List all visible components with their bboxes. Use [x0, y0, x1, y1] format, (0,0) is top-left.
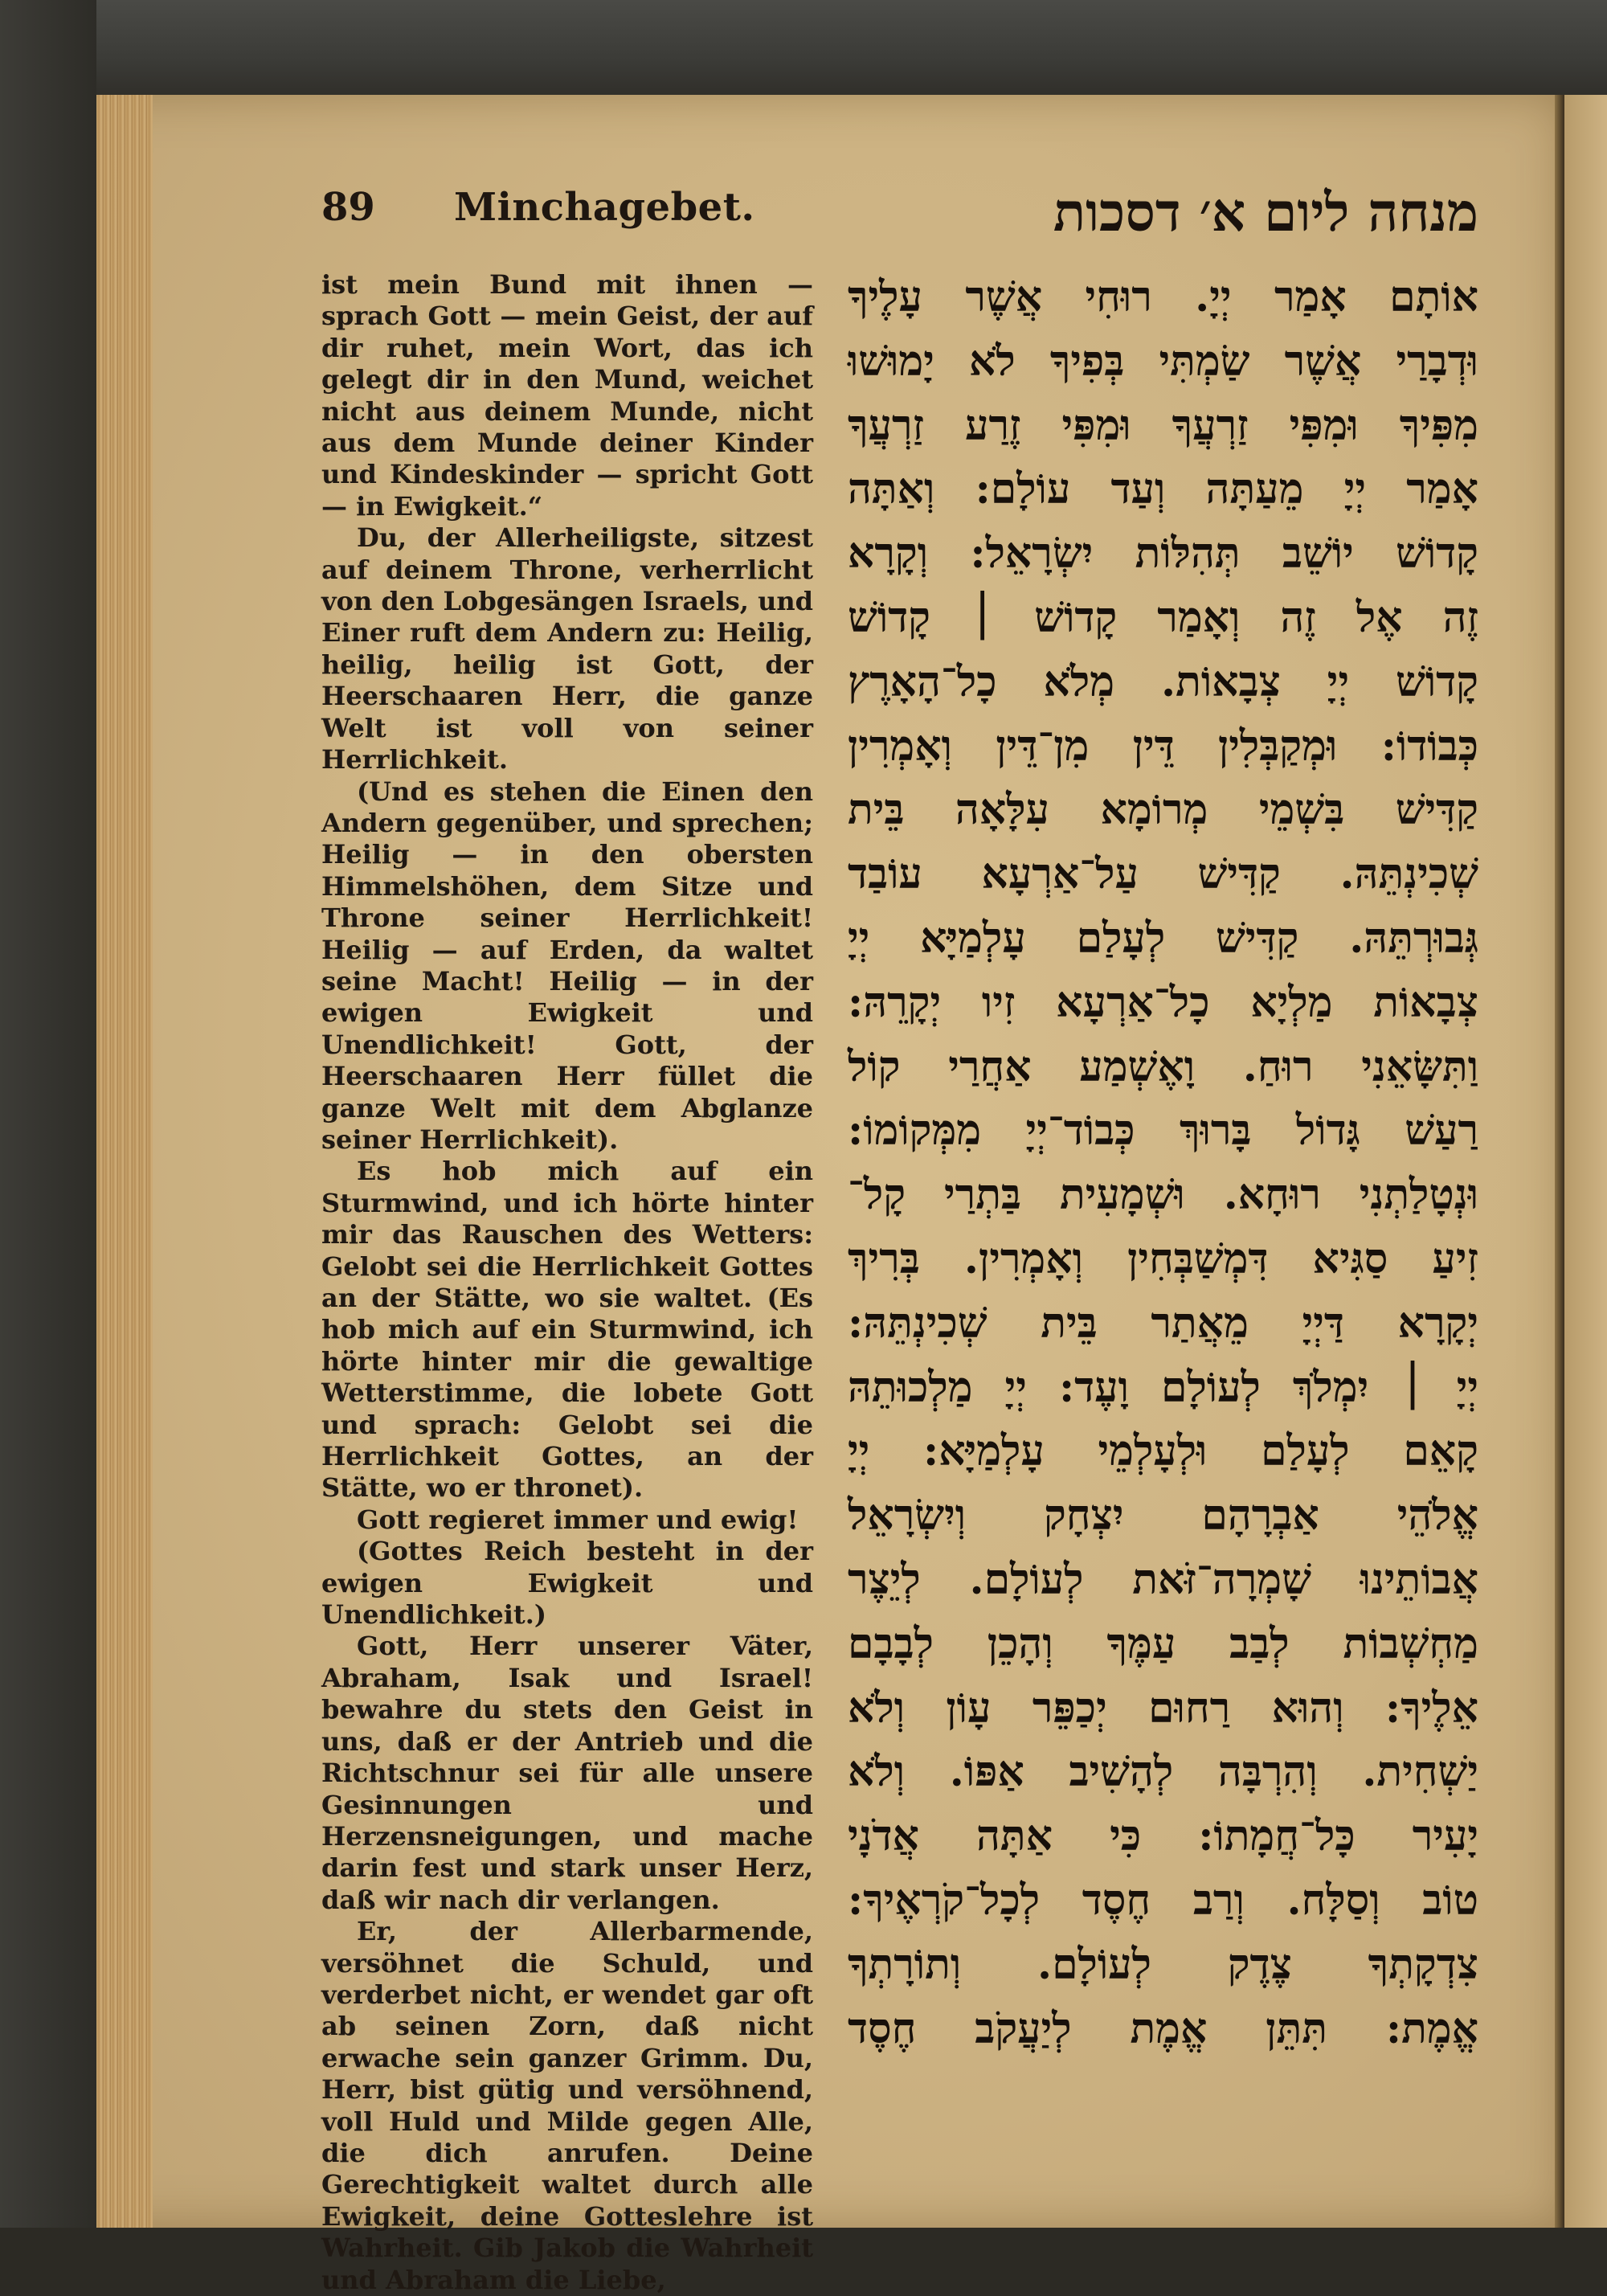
german-translation-column	[321, 269, 813, 2295]
facing-page-edge	[1564, 95, 1607, 2228]
hebrew-line: טוֹב וְסַלָּח. וְרַב חֶסֶד לְכָל־קֹרְאֶיךָ:	[848, 1875, 1478, 1925]
hebrew-line: אֲבוֹתֵינוּ שָׁמְרָה־זֹּאת לְעוֹלָם. לְיֵצֶר	[848, 1554, 1478, 1604]
german-paragraph: ist mein Bund mit ihnen — sprach Gott — mein Geist, der auf dir ruhet, mein Wort, das ich gelegt dir in den Mund, weichet nicht aus deinem Munde, nicht aus dem Munde deiner Kinder und Kindeskinder — spricht Gott — in Ewigkeit.“	[321, 269, 813, 522]
hebrew-line: מִפִּיךָ וּמִפִּי זַרְעֲךָ וּמִפִּי זֶרַע זַרְעֲךָ	[848, 400, 1478, 450]
hebrew-line: מַחְשְׁבוֹת לְבַב עַמֶּךָ וְהָכֵן לְבָבָם	[848, 1619, 1478, 1668]
hebrew-line: אָמַר יְיָ מֵעַתָּה וְעַד עוֹלָם: וְאַתָּה	[848, 465, 1478, 514]
hebrew-line: קַדִּישׁ בִּשְׁמֵי מְרוֹמָא עִלָּאָה בֵּית	[848, 785, 1478, 835]
hebrew-line: אוֹתָם אָמַר יְיָ. רוּחִי אֲשֶׁר עָלֶיךָ	[848, 272, 1478, 321]
hebrew-line: שְׁכִינְתֵּהּ. קַדִּישׁ עַל־אַרְעָא עוֹבַד	[848, 849, 1478, 899]
hebrew-line: יַשְׁחִית. וְהִרְבָּה לְהָשִׁיב אַפּוֹ. וְלֹא	[848, 1747, 1478, 1797]
hebrew-line: רַעַשׁ גָּדוֹל בָּרוּךְ כְּבוֹד־יְיָ מִמְּקוֹמוֹ:	[848, 1106, 1478, 1156]
book-gutter	[1555, 95, 1564, 2228]
hebrew-line: קָדוֹשׁ יוֹשֵׁב תְּהִלּוֹת יִשְׂרָאֵל: וְקָרָא	[848, 529, 1478, 579]
german-paragraph: Du, der Allerheiligste, sitzest auf deinem Throne, verherrlicht von den Lobgesängen Israels, und Einer ruft dem Andern zu: Heilig, heilig, heilig ist Gott, der Heerschaaren Herr, die ganze Welt ist voll von seiner Herrlichkeit.	[321, 522, 813, 776]
german-paragraph: Gott, Herr unserer Väter, Abraham, Isak und Israel! bewahre du stets den Geist in uns, daß er der Antrieb und die Richtschnur sei für alle unsere Gesinnungen und Herzensneigungen, und mache darin fest und stark unser Herz, daß wir nach dir verlangen.	[321, 1631, 813, 1915]
hebrew-line: צִדְקָתְךָ צֶדֶק לְעוֹלָם. וְתוֹרָתְךָ	[848, 1939, 1478, 1989]
hebrew-line: וַתִּשָּׂאֵנִי רוּחַ. וָאֶשְׁמַע אַחֲרַי קוֹל	[848, 1042, 1478, 1091]
german-paragraph: Er, der Allerbarmende, versöhnet die Schuld, und verderbet nicht, er wendet gar oft ab seinen Zorn, daß nicht erwache sein ganzer Grimm. Du, Herr, bist gütig und versöhnend, voll Huld und Milde gegen Alle, die dich anrufen. Deine Gerechtigkeit waltet durch alle Ewigkeit, deine Gotteslehre ist Wahrheit. Gib Jakob die Wahrheit und Abraham die Liebe,	[321, 1916, 813, 2295]
page-edges	[96, 95, 153, 2228]
hebrew-line: אֵלֶיךָ: וְהוּא רַחוּם יְכַפֵּר עָוֹן וְלֹא	[848, 1683, 1478, 1733]
hebrew-line: יְיָ ׀ יִמְלֹךְ לְעוֹלָם וָעֶד: יְיָ מַלְכוּתֵהּ	[848, 1362, 1478, 1412]
hebrew-line: יָעִיר כָּל־חֲמָתוֹ: כִּי אַתָּה אֲדֹנָי	[848, 1811, 1478, 1861]
german-paragraph: Es hob mich auf ein Sturmwind, und ich hörte hinter mir das Rauschen des Wetters: Gelobt sei die Herrlichkeit Gottes an der Stätte, wo sie waltet. (Es hob mich auf ein Sturmwind, ich hörte hinter mir die gewaltige Wetterstimme, die lobete Gott und sprach: Gelobt sei die Herrlichkeit Gottes, an der Stätte, wo er thronet).	[321, 1156, 813, 1504]
hebrew-line: קָדוֹשׁ יְיָ צְבָאוֹת. מְלֹא כָל־הָאָרֶץ	[848, 657, 1478, 706]
hebrew-prayer-column	[848, 265, 1478, 2065]
running-header	[321, 181, 1478, 261]
book-cover-top	[0, 0, 1607, 100]
hebrew-line: קָאֵם לְעָלַם וּלְעָלְמֵי עָלְמַיָּא: יְיָ	[848, 1426, 1478, 1476]
page-number: 89	[321, 185, 375, 230]
hebrew-line: וּדְבָרַי אֲשֶׁר שַׂמְתִּי בְּפִיךָ לֹא יָמוּשׁוּ	[848, 336, 1478, 386]
hebrew-line: זֶה אֶל זֶה וְאָמַר קָדוֹשׁ ׀ קָדוֹשׁ	[848, 592, 1478, 642]
book-cover-left	[0, 0, 96, 2228]
german-running-title: Minchagebet.	[454, 185, 755, 230]
hebrew-line: צְבָאוֹת מַלְיָא כָל־אַרְעָא זִיו יְקָרֵהּ:	[848, 977, 1478, 1027]
hebrew-line: אֱמֶת: תִּתֵּן אֱמֶת לְיַעֲקֹב חֶסֶד	[848, 2003, 1478, 2053]
hebrew-line: אֱלֹהֵי אַבְרָהָם יִצְחָק וְיִשְׂרָאֵל	[848, 1491, 1478, 1541]
german-paragraph: (Und es stehen die Einen den Andern gegenüber, und sprechen; Heilig — in den obersten Himmelshöhen, dem Sitze und Throne seiner Herrlichkeit! Heilig — auf Erden, da waltet seine Macht! Heilig — in der ewigen Ewigkeit und Unendlichkeit! Gott, der Heerschaaren Herr füllet die ganze Welt mit dem Abglanze seiner Herrlichkeit).	[321, 776, 813, 1155]
hebrew-line: גְּבוּרְתֵּהּ. קַדִּישׁ לְעָלַם עָלְמַיָּא יְיָ	[848, 913, 1478, 963]
hebrew-line: וּנְטָלַתְנִי רוּחָא. וּשְׁמָעִית בַּתְרַי קָל־	[848, 1170, 1478, 1220]
hebrew-running-title: מנחה ליום א׳ דסכות	[1053, 181, 1478, 244]
hebrew-line: זִיעַ סַגִּיא דִּמְשַׁבְּחִין וְאָמְרִין. בְּרִיךְ	[848, 1234, 1478, 1283]
german-paragraph: (Gottes Reich besteht in der ewigen Ewigkeit und Unendlichkeit.)	[321, 1536, 813, 1631]
hebrew-line: כְּבוֹדוֹ: וּמְקַבְּלִין דֵּין מִן־דֵּין וְאָמְרִין	[848, 721, 1478, 771]
german-paragraph: Gott regieret immer und ewig!	[357, 1504, 799, 1535]
hebrew-line: יְקָרָא דַּיְיָ מֵאֲתַר בֵּית שְׁכִינְתֵּהּ:	[848, 1298, 1478, 1348]
